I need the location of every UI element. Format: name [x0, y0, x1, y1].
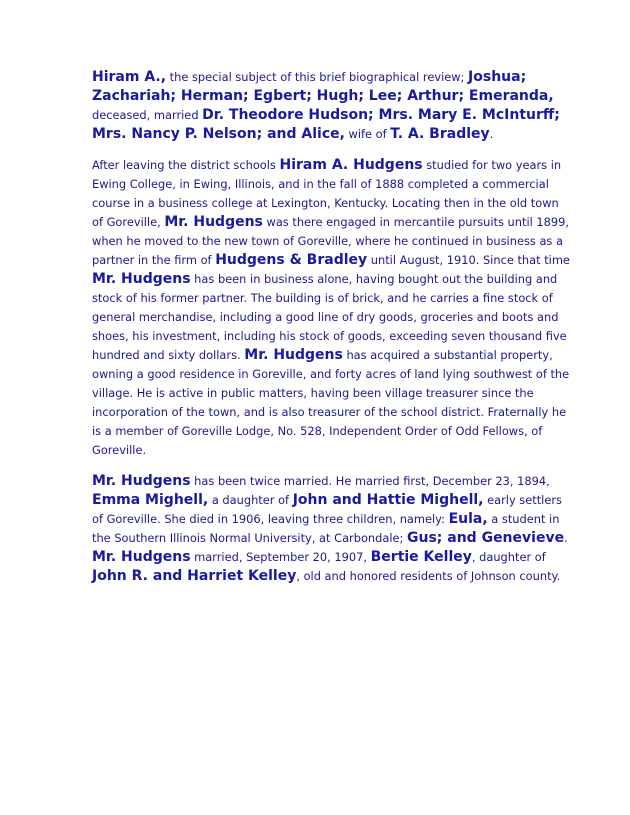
- bold-name: Joshua; Zachariah; Herman; Egbert; Hugh; Lee; Arthur; Emeranda,: [92, 69, 554, 104]
- bold-name: Mr. Hudgens: [92, 271, 191, 287]
- text-run: has been twice married. He married first, December 23, 1894,: [190, 474, 550, 488]
- bold-name: Mr. Hudgens: [92, 549, 191, 565]
- bold-name: Hiram A. Hudgens: [279, 157, 423, 173]
- bold-name: T. A. Bradley: [390, 126, 490, 142]
- bold-name: Mr. Hudgens: [164, 214, 263, 230]
- text-run: .: [489, 127, 494, 141]
- bold-name: Emma Mighell,: [92, 492, 209, 508]
- text-run: married, September 20, 1907,: [190, 550, 371, 564]
- text-run: .: [564, 531, 568, 545]
- bold-name: Bertie Kelley: [370, 549, 472, 565]
- bold-name: John R. and Harriet Kelley: [92, 568, 297, 584]
- text-run: a daughter of: [208, 493, 293, 507]
- bold-name: Hiram A.,: [92, 69, 167, 85]
- text-run: was there engaged in mercantile pursuits until 1899, when he moved to the new town of Goreville, where he continued in business as a partner in the firm of: [92, 215, 570, 267]
- paragraph-family: [92, 68, 572, 144]
- text-run: deceased, married: [92, 108, 203, 122]
- text-run: the special subject of this brief biographical review;: [166, 70, 469, 84]
- paragraph-career: [92, 156, 572, 460]
- bold-name: Dr. Theodore Hudson; Mrs. Mary E. McInturff; Mrs. Nancy P. Nelson; and Alice,: [92, 107, 560, 142]
- paragraph-marriages: [92, 472, 572, 586]
- text-run: has acquired a substantial property, owning a good residence in Goreville, and forty acres of land lying southwest of the village. He is active in public matters, having been village treasurer since the incorporation of the town, and is also treasurer of the school district. Fraternally he is a member of Goreville Lodge, No. 528, Independent Order of Odd Fellows, of Goreville.: [92, 348, 570, 457]
- text-run: , daughter of: [471, 550, 546, 564]
- bold-name: Hudgens & Bradley: [215, 252, 368, 268]
- bold-name: Mr. Hudgens: [92, 473, 191, 489]
- bold-name: John and Hattie Mighell,: [292, 492, 484, 508]
- text-run: has been in business alone, having bought out the building and stock of his former partner. The building is of brick, and he carries a fine stock of general merchandise, including a good line of dry goods, groceries and boots and shoes, his investment, including his stock of goods, exceeding seven thousand five hundred and sixty dollars.: [92, 272, 567, 362]
- bold-name: Eula,: [448, 511, 488, 527]
- bold-name: Gus; and Genevieve: [407, 530, 565, 546]
- text-run: until August, 1910. Since that time: [367, 253, 570, 267]
- bold-name: Mr. Hudgens: [244, 347, 343, 363]
- text-run: early settlers of Goreville. She died in 1906, leaving three children, namely:: [92, 493, 562, 526]
- text-run: , old and honored residents of Johnson county.: [296, 569, 561, 583]
- text-run: a student in the Southern Illinois Normal University, at Carbondale;: [92, 512, 560, 545]
- text-run: studied for two years in Ewing College, in Ewing, Illinois, and in the fall of 1888 completed a commercial course in a business college at Lexington, Kentucky. Locating then in the old town of Goreville,: [92, 158, 562, 229]
- text-run: wife of: [344, 127, 391, 141]
- text-run: After leaving the district schools: [92, 158, 280, 172]
